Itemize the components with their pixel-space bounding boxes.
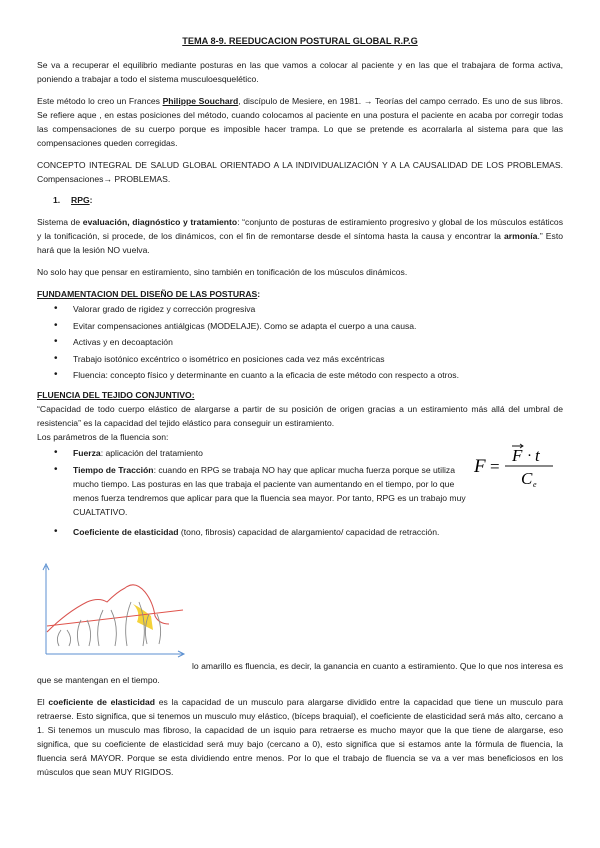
definition-bold-d: armonía [504, 231, 538, 241]
concept-paragraph: CONCEPTO INTEGRAL DE SALUD GLOBAL ORIENTADO A LA INDIVIDUALIZACIÓN Y A LA CAUSALIDAD DE LOS PROBLEMAS. Compensaciones→ PROBLEMAS. [37, 160, 563, 184]
list-item: • Evitar compensaciones antiálgicas (MODELAJE). Como se adapta el cuerpo a una causa. [37, 319, 563, 333]
list-item [37, 525, 563, 539]
intro-paragraph: Se va a recuperar el equilibrio mediante posturas en las que vamos a colocar al paciente y en las que el trabajara de forma activa, poniendo a trabajar a todo el sistema musculoesquelético. [37, 60, 563, 84]
fundamentacion-heading-colon: : [257, 289, 261, 299]
param-text: (tono, fibrosis) capacidad de alargamiento/ capacidad de retracción. [178, 526, 440, 537]
graph-shape [145, 614, 160, 644]
creator-post: , discípulo de Mesiere, en 1981. → Teorías del campo cerrado. Es uno de sus libros. Se refiere aque , en estas posiciones del método, cuando colocamos al paciente en una postura el paciente en acaba por corregir todas las compensaciones de su cuerpo porque es imposible hacer trampa. Lo que se pretende es acorralarla al sistema para que las compensaciones queden corregidas. [37, 96, 563, 148]
numbered-label: RPG [71, 195, 90, 205]
definition-paragraph [37, 215, 563, 257]
fluencia-formula [468, 442, 558, 490]
creator-name: Philippe Souchard [162, 96, 239, 106]
list-item: • Valorar grado de rigidez y corrección progresiva [37, 302, 563, 316]
numbered-heading [53, 193, 563, 207]
numbered-index: 1. [53, 195, 61, 205]
fluencia-heading: FLUENCIA DEL TEJIDO CONJUNTIVO: [37, 390, 195, 400]
list-item [37, 446, 467, 460]
graph-shape [77, 620, 90, 646]
formula-equals: = [490, 457, 500, 476]
fundamentacion-heading [37, 287, 563, 301]
fluencia-params-intro: Los parámetros de la fluencia son: [37, 432, 169, 442]
definition-text-c: : “conjunto de posturas de estiramiento progresivo y global de los músculos estáticos y la tonificación, si procede, de los dinámicos, con el fin de remontarse desde el síntoma hasta la causa y encontrar la [37, 217, 564, 241]
list-item: • Trabajo isotónico excéntrico o isométrico en posiciones cada vez más excéntricas [37, 352, 563, 366]
coef-bold-b: coeficiente de elasticidad [48, 697, 156, 707]
numbered-suffix: : [89, 195, 93, 205]
list-item: • Activas y en decoaptación [37, 335, 563, 349]
not-only-paragraph: No solo hay que pensar en estiramiento, sino también en tonificación de los músculos dinámicos. [37, 267, 408, 277]
coeficiente-paragraph [37, 695, 563, 779]
creator-paragraph [37, 94, 563, 150]
fluencia-list [37, 446, 467, 519]
formula-numerator-time: t [535, 446, 540, 465]
graph-shape [98, 610, 117, 646]
after-graph-block [37, 659, 563, 787]
fluencia-list-2 [37, 525, 563, 539]
fundamentacion-heading-text: FUNDAMENTACION DEL DISEÑO DE LAS POSTURAS [37, 289, 258, 299]
formula-dot: · [527, 448, 532, 464]
creator-pre: Este método lo creo un Frances [37, 96, 163, 106]
param-name: Fuerza [73, 448, 101, 458]
param-name: Coeficiente de elasticidad [73, 526, 179, 537]
graph-shape [57, 630, 70, 646]
param-text: : cuando en RPG se trabaja NO hay que aplicar mucha fuerza porque se utiliza mucho tiempo. Las posturas en las que trabaja el paciente van aumentando en el tiempo, por lo que menos fuerza tendremos que aplicar para que la fluencia sea mayor. Por tanto, RPG es un trabajo muy CUALTATIVO. [73, 464, 466, 517]
definition-bold-b: evaluación, diagnóstico y tratamiento [82, 217, 238, 227]
fundamentacion-list [37, 302, 563, 382]
param-name: Tiempo de Tracción [73, 464, 154, 475]
definition-text-e: .” Esto hará que la lesión NO vuelva. [37, 231, 563, 255]
formula-denominator-subscript: e [533, 480, 537, 489]
formula-denominator: C [521, 469, 533, 488]
page-title: TEMA 8-9. REEDUCACION POSTURAL GLOBAL R.P.G [182, 36, 418, 46]
fluencia-quote: “Capacidad de todo cuerpo elástico de alargarse a partir de su posición de origen gracias a un estiramiento más allá del umbral de resistencia” es la capacidad del tejido elástico para conseguir un estiramiento. [37, 404, 563, 428]
graph-red-line [47, 610, 183, 626]
coef-text-c: es la capacidad de un musculo para alargarse dividido entre la capacidad que tiene un musculo para retraerse. Esto significa, que si tenemos un musculo muy elástico, (bíceps braquial), el coeficiente de elasticidad será más alto, cercano a 1. Si tenemos un musculo mas fibroso, la capacidad de un isquio para retraerse es mucho mayor que la que tiene de alargarse, eso significa, que su coeficiente de elasticidad será muy bajo (cercano a 0), esto significa que si estamos ante la fórmula de fluencia, la fluencia será MAYOR. Porque se esta dividiendo entre menos. Por lo que el trabajo de fluencia se va a ver mas beneficiosos en los músculos que sean MUY RIGIDOS. [37, 697, 563, 777]
coef-text-a: El [37, 697, 49, 707]
graph-caption: lo amarillo es fluencia, es decir, la ganancia en cuanto a estiramiento. Que lo que nos interesa es que se mantengan en el tiempo. [37, 661, 563, 685]
param-text: : aplicación del tratamiento [100, 448, 203, 458]
definition-text-a: Sistema de [37, 217, 83, 227]
list-item: • Fluencia: concepto físico y determinante en cuanto a la eficacia de este método con respecto a otros. [37, 368, 563, 382]
fluencia-graph [37, 562, 187, 672]
formula-numerator-force: F [512, 446, 523, 465]
formula-lhs: F [474, 456, 486, 477]
list-item [37, 463, 467, 519]
